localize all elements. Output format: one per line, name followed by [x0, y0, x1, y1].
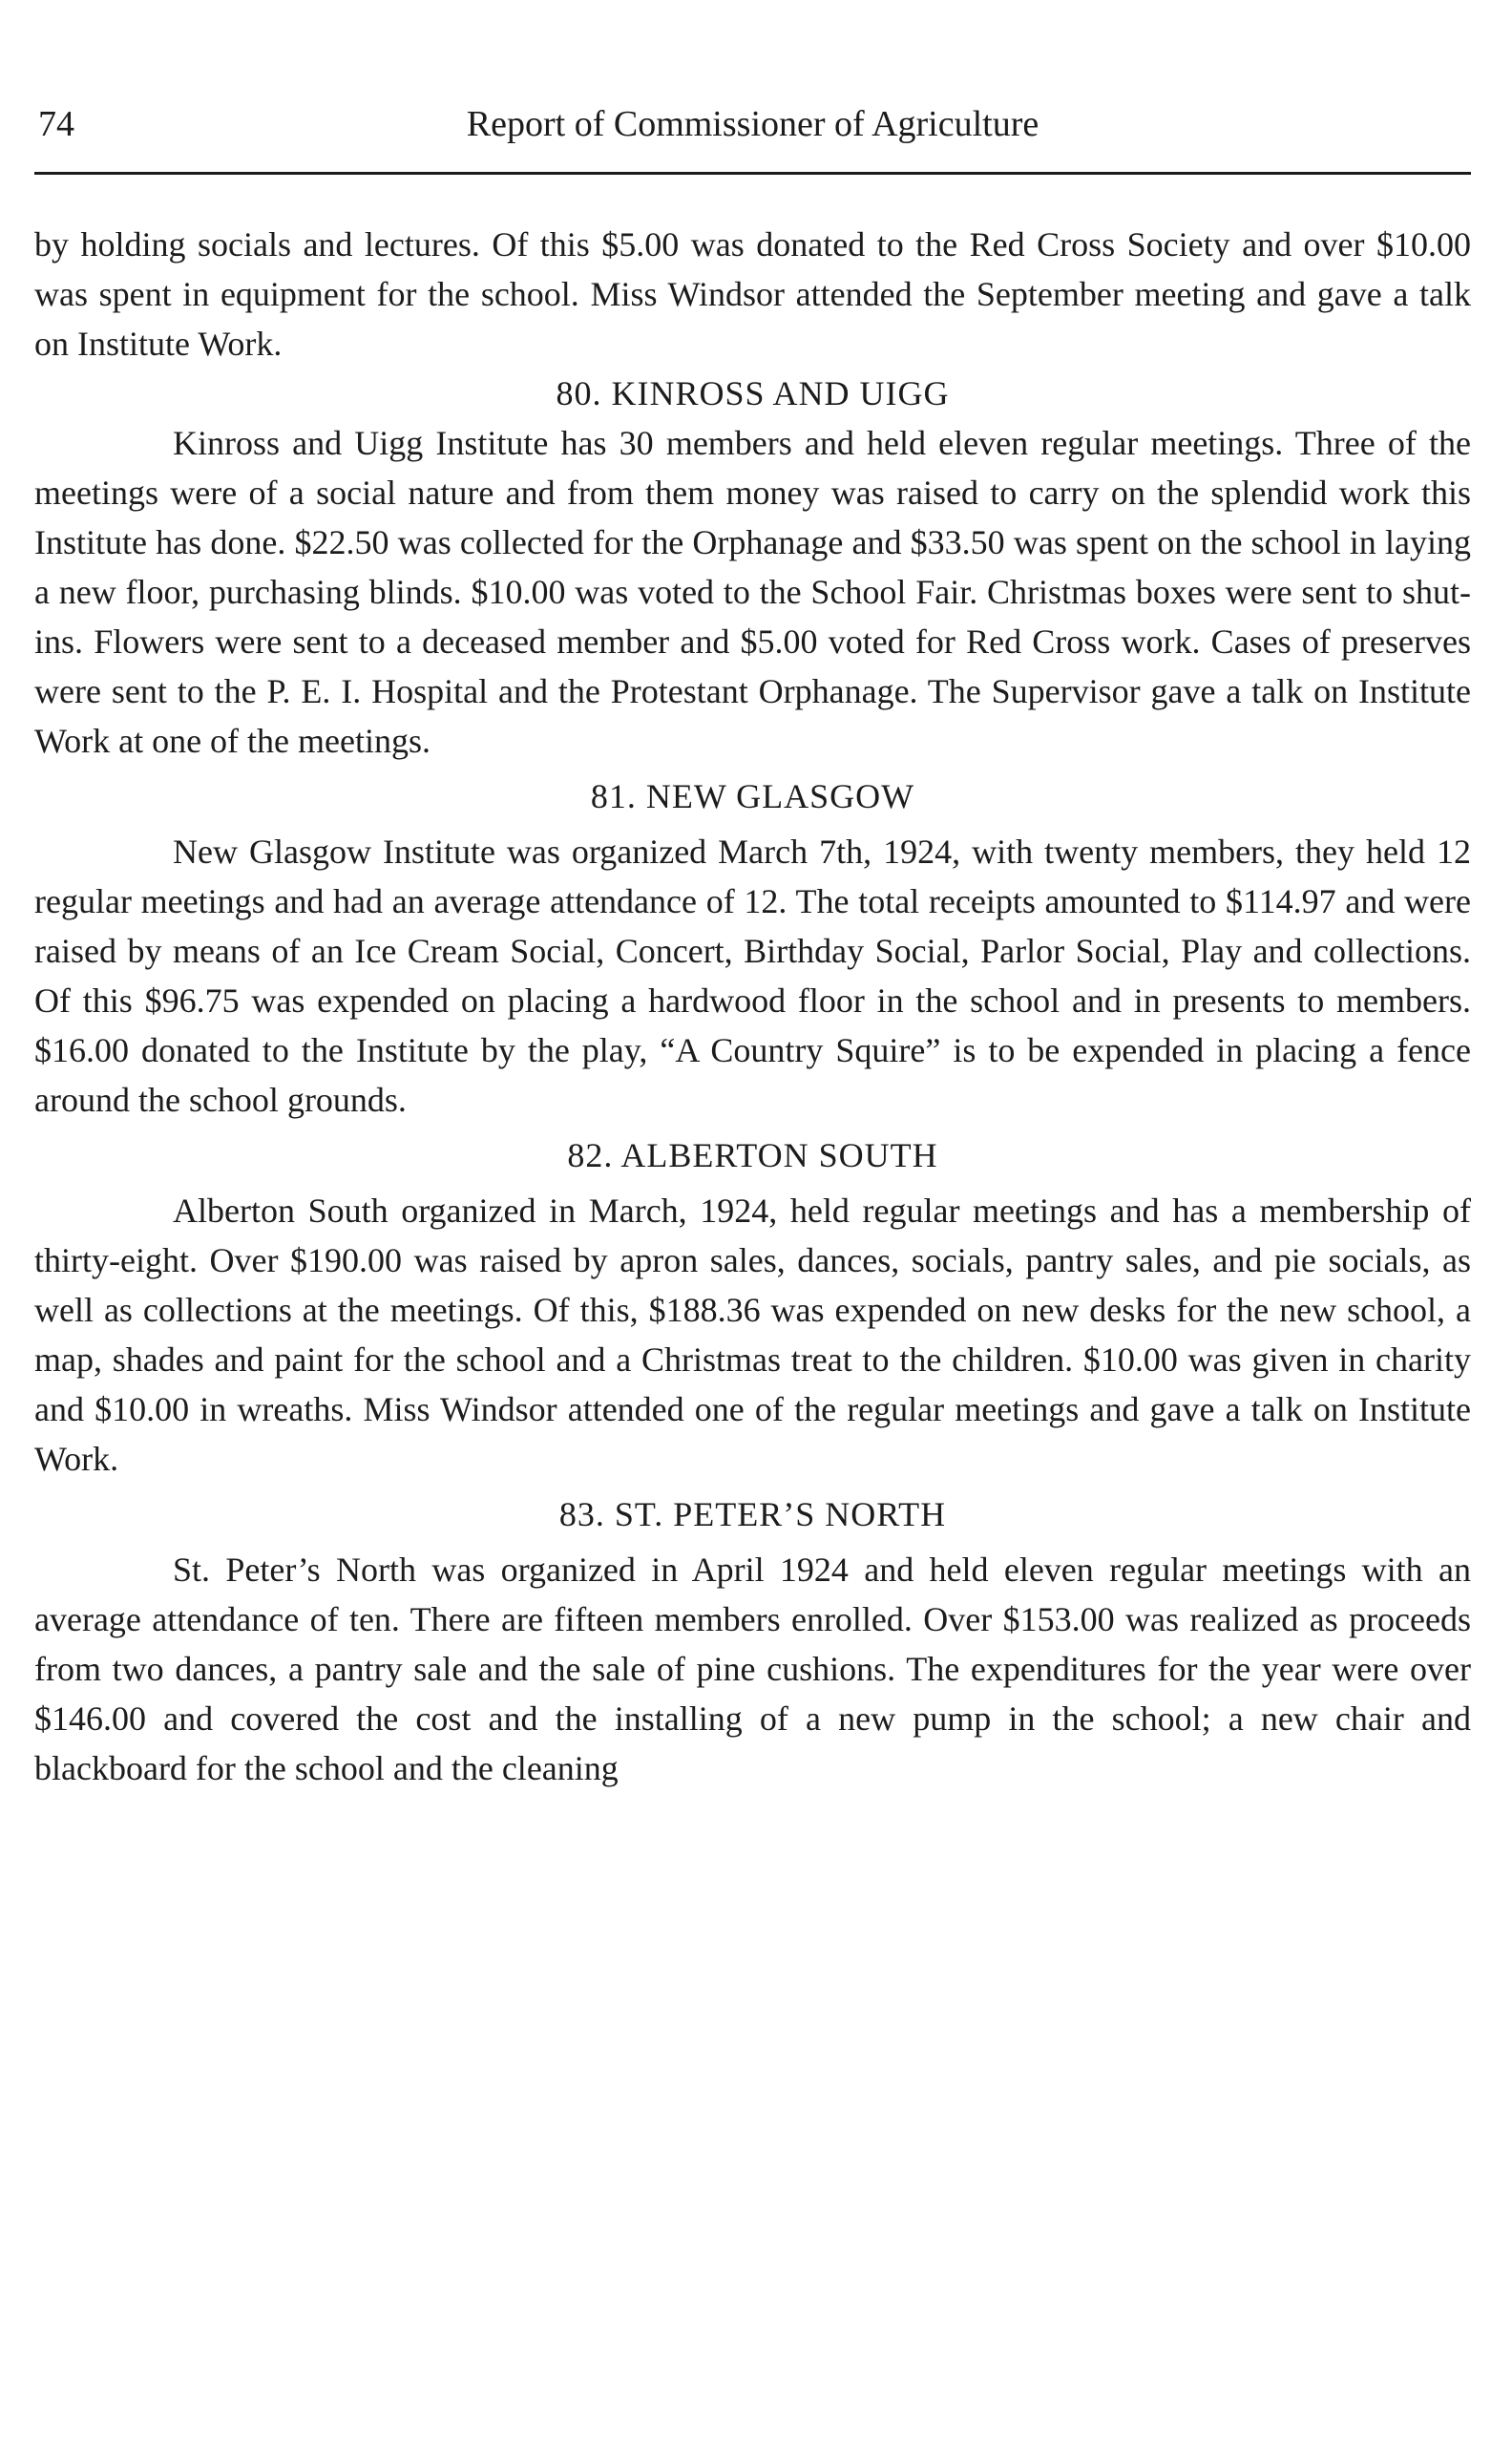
section-paragraph-st-peters-north: St. Peter’s North was organized in April 1924 and held eleven regular meetings with an average attendance of ten. There are fifteen members enrolled. Over $153.00 was realized as proceeds from two dances, a pantry sale and the sale of pine cushions. The expenditures for the year were over $146.00 and covered the cost and the installing of a new pump in the school; a new chair and blackboard for the school and the cleaning	[34, 1551, 1471, 1787]
intro-paragraph: by holding socials and lectures. Of this $5.00 was donated to the Red Cross Society and over $10.00 was spent in equipment for the school. Miss Windsor attended the September meeting and gave a talk on Institute Work.	[34, 225, 1471, 363]
section-paragraph-kinross-and-uigg: Kinross and Uigg Institute has 30 members and held eleven regular meetings. Three of the meetings were of a social nature and from them money was raised to carry on the splendid work this Institute has done. $22.50 was collected for the Orphanage and $33.50 was spent on the school in laying a new floor, purchasing blinds. $10.00 was voted to the School Fair. Christmas boxes were sent to shut-ins. Flowers were sent to a deceased member and $5.00 voted for Red Cross work. Cases of preserves were sent to the P. E. I. Hospital and the Protestant Orphanage. The Supervisor gave a talk on Institute Work at one of the meetings.	[34, 424, 1471, 760]
page-number: 74	[38, 104, 74, 144]
page-header	[34, 95, 1471, 153]
header-rule	[34, 172, 1471, 175]
section-heading-new-glasgow: 81. NEW GLASGOW	[590, 777, 915, 815]
section-heading-st-peters-north: 83. ST. PETER’S NORTH	[558, 1495, 947, 1533]
document-body	[34, 220, 1471, 1793]
section-paragraph-new-glasgow: New Glasgow Institute was organized March 7th, 1924, with twenty members, they held 12 regular meetings and had an average attendance of 12. The total receipts amounted to $114.97 and were raised by means of an Ice Cream Social, Concert, Birthday Social, Parlor Social, Play and collections. Of this $96.75 was expended on placing a hardwood floor in the school and in presents to members. $16.00 donated to the Institute by the play, “A Country Squire” is to be expended in placing a fence around the school grounds.	[34, 833, 1471, 1119]
section-heading-alberton-south: 82. ALBERTON SOUTH	[567, 1136, 938, 1174]
running-title: Report of Commissioner of Agriculture	[466, 104, 1040, 144]
document-page	[34, 95, 1471, 1787]
section-paragraph-alberton-south: Alberton South organized in March, 1924, held regular meetings and has a membership of thirty-eight. Over $190.00 was raised by apron sales, dances, socials, pantry sales, and pie socials, as well as collections at the meetings. Of this, $188.36 was expended on new desks for the new school, a map, shades and paint for the school and a Christmas treat to the children. $10.00 was given in charity and $10.00 in wreaths. Miss Windsor attended one of the regular meetings and gave a talk on Institute Work.	[34, 1192, 1471, 1478]
section-heading-kinross-and-uigg: 80. KINROSS AND UIGG	[556, 374, 950, 412]
